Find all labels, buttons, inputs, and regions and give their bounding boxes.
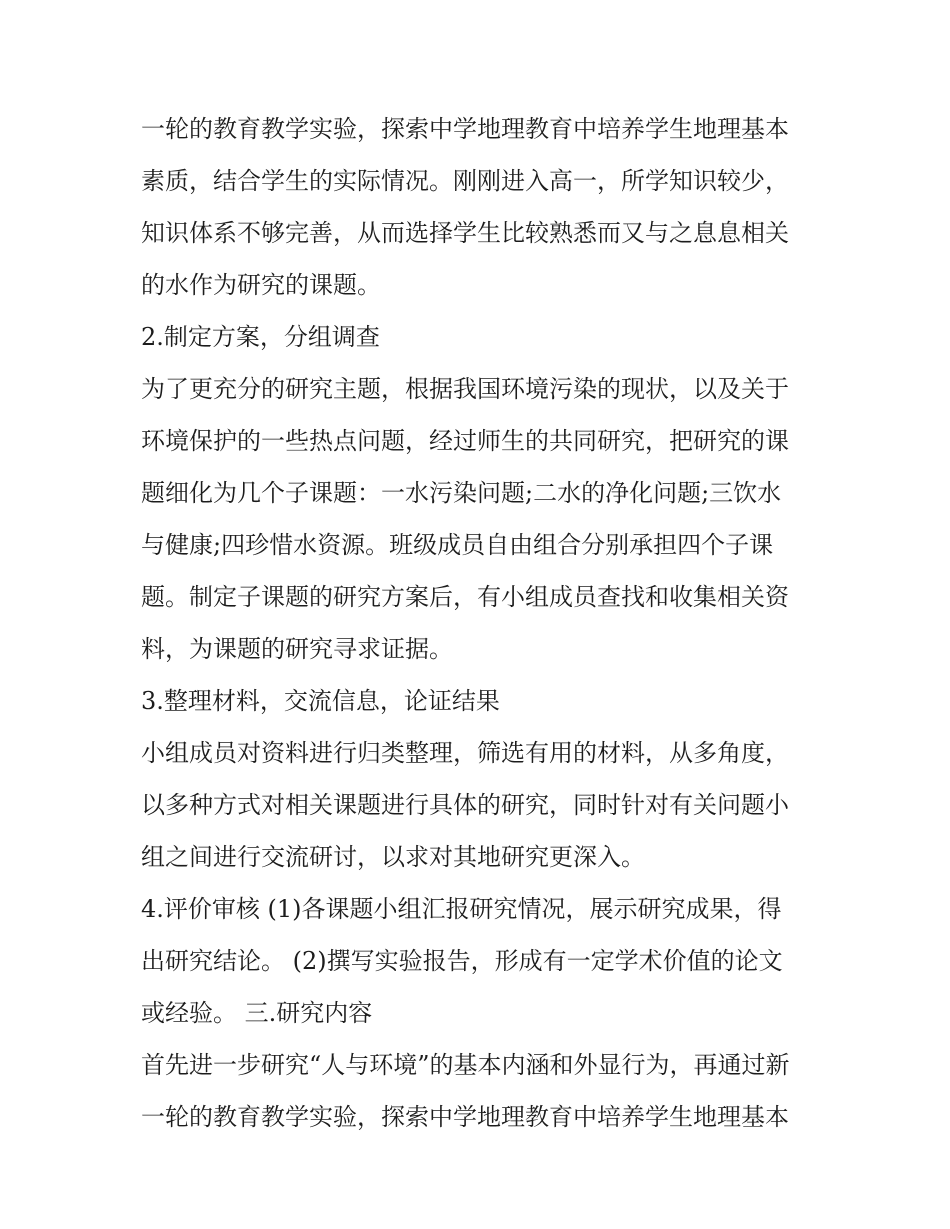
text-line: 以多种方式对相关课题进行具体的研究，同时针对有关问题小	[141, 791, 789, 819]
text-line: 为了更充分的研究主题，根据我国环境污染的现状，以及关于	[141, 375, 789, 403]
text-line: 或经验。 三.研究内容	[141, 999, 373, 1027]
text-line: 组之间进行交流研讨，以求对其地研究更深入。	[141, 843, 645, 871]
text-line: 环境保护的一些热点问题，经过师生的共同研究，把研究的课	[141, 427, 789, 455]
text-line: 知识体系不够完善，从而选择学生比较熟悉而又与之息息相关	[141, 219, 789, 247]
text-line: 首先进一步研究“人与环境”的基本内涵和外显行为，再通过新	[141, 1051, 790, 1079]
text-line: 素质，结合学生的实际情况。刚刚进入高一，所学知识较少，	[141, 167, 789, 195]
text-line: 题。制定子课题的研究方案后，有小组成员查找和收集相关资	[141, 583, 789, 611]
document-page	[141, 103, 813, 1143]
text-line: 一轮的教育教学实验，探索中学地理教育中培养学生地理基本	[141, 1103, 789, 1131]
text-line: 一轮的教育教学实验，探索中学地理教育中培养学生地理基本	[141, 115, 789, 143]
section-heading: 2.制定方案，分组调查	[141, 323, 380, 351]
section-heading: 3.整理材料，交流信息，论证结果	[141, 687, 500, 715]
section-heading: 4.评价审核 (1)各课题小组汇报研究情况，展示研究成果，得	[141, 895, 782, 923]
text-line: 出研究结论。 (2)撰写实验报告，形成有一定学术价值的论文	[141, 947, 783, 975]
text-line: 料，为课题的研究寻求证据。	[141, 635, 453, 663]
text-line: 与健康;四珍惜水资源。班级成员自由组合分别承担四个子课	[141, 531, 774, 559]
text-line: 的水作为研究的课题。	[141, 271, 381, 299]
text-line: 题细化为几个子课题：一水污染问题;二水的净化问题;三饮水	[141, 479, 782, 507]
text-line: 小组成员对资料进行归类整理，筛选有用的材料，从多角度，	[141, 739, 789, 767]
